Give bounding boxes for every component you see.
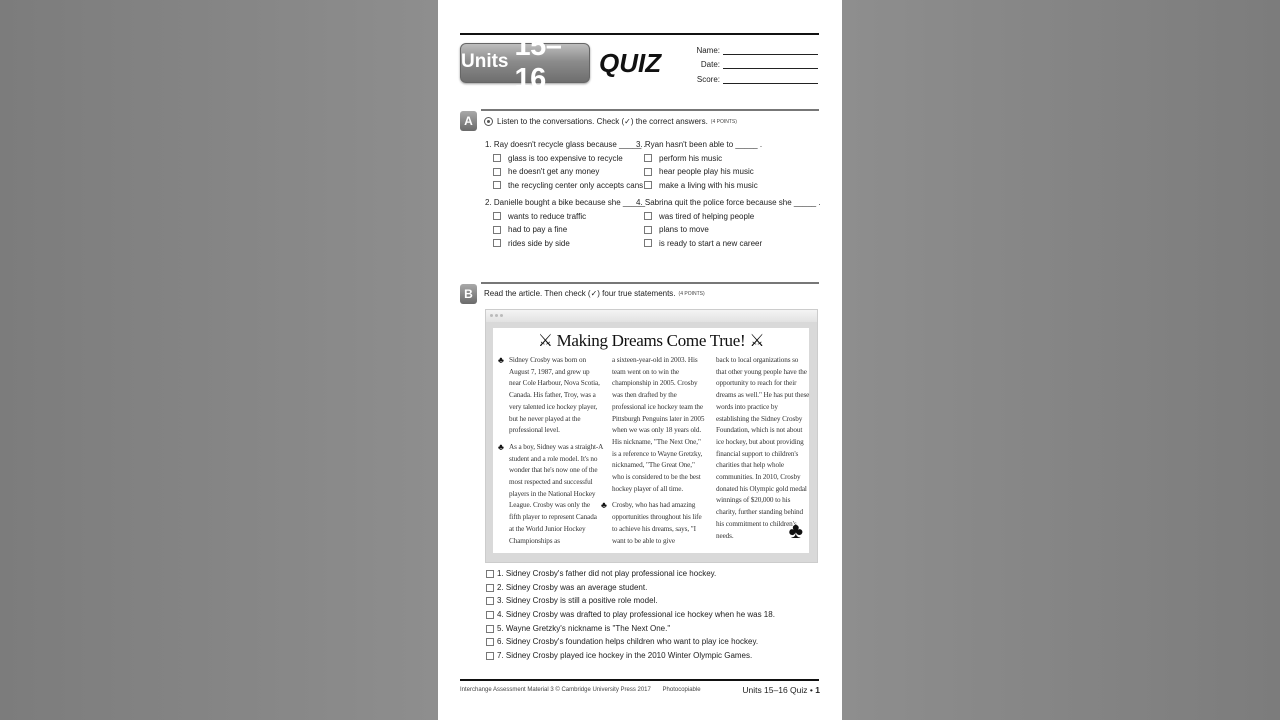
answer-option[interactable]: glass is too expensive to recycle bbox=[485, 152, 646, 166]
article-column-1: ♣ Sidney Crosby was born on August 7, 1987, and grew up near Cole Harbour, Nova Scotia, Canada. His father, Troy, was a very talented ice hockey player, but he never played at the professional level. ♣ As a boy, Sidney was a straight-A student and a role model. It's no wonder that he's now one of the most respected and successful players in the National Hockey League. Crosby was only the fifth player to represent Canada at the World Junior Hockey Championships as bbox=[498, 355, 603, 545]
maple-leaf-icon: ♣ bbox=[498, 355, 504, 365]
answer-option[interactable]: the recycling center only accepts cans bbox=[485, 179, 646, 193]
article-column-2: a sixteen-year-old in 2003. His team went on to win the championship in 2005. Crosby was then drafted by the professional ice hockey team the Pittsburgh Penguins later in 2005 when we was only 18 years old. His nickname, "The Next One," is a reference to Wayne Gretzky, nicknamed, "The Great One," who is considered to be the best hockey player of all time. ♣ Crosby, who has had amazing opportunities throughout his life to achieve his dreams, says, "I want to be able to give bbox=[601, 356, 705, 545]
statement-item[interactable]: 7. Sidney Crosby played ice hockey in the 2010 Winter Olympic Games. bbox=[486, 649, 775, 663]
statement-item[interactable]: 6. Sidney Crosby's foundation helps children who want to play ice hockey. bbox=[486, 635, 775, 649]
checkbox[interactable] bbox=[644, 181, 652, 189]
audio-icon[interactable] bbox=[484, 117, 493, 126]
student-info bbox=[688, 40, 818, 84]
article-title: ⚔ Making Dreams Come True! ⚔ bbox=[537, 331, 765, 350]
section-a-instruction-text: Listen to the conversations. Check (✓) the correct answers. bbox=[497, 117, 708, 126]
date-field[interactable] bbox=[723, 59, 818, 69]
statement-item[interactable]: 5. Wayne Gretzky's nickname is "The Next One." bbox=[486, 622, 775, 636]
quiz-page bbox=[438, 0, 842, 720]
section-a-badge: A bbox=[460, 111, 477, 131]
checkbox[interactable] bbox=[486, 638, 494, 646]
checkbox[interactable] bbox=[486, 570, 494, 578]
statement-item[interactable]: 1. Sidney Crosby's father did not play professional ice hockey. bbox=[486, 567, 775, 581]
units-numbers: 15–16 bbox=[514, 30, 562, 95]
answer-option[interactable]: rides side by side bbox=[485, 237, 650, 251]
answer-option[interactable]: he doesn't get any money bbox=[485, 165, 646, 179]
checkbox[interactable] bbox=[493, 154, 501, 162]
background-left bbox=[0, 0, 438, 720]
hockey-sticks-icon: ⚔ bbox=[749, 331, 765, 350]
checkbox[interactable] bbox=[493, 239, 501, 247]
date-row bbox=[688, 55, 818, 70]
background-right bbox=[842, 0, 1280, 720]
answer-option[interactable]: hear people play his music bbox=[636, 165, 762, 179]
maple-leaf-icon: ♣ bbox=[498, 441, 504, 452]
article-window-bar bbox=[486, 310, 817, 322]
answer-option[interactable]: perform his music bbox=[636, 152, 762, 166]
answer-option[interactable]: wants to reduce traffic bbox=[485, 210, 650, 224]
statement-item[interactable]: 2. Sidney Crosby was an average student. bbox=[486, 581, 775, 595]
maple-leaf-icon: ♣ bbox=[788, 518, 803, 543]
answer-option[interactable]: is ready to start a new career bbox=[636, 237, 821, 251]
section-a-rule bbox=[481, 109, 819, 111]
section-a-instruction bbox=[484, 117, 737, 126]
article bbox=[493, 328, 809, 553]
section-b-badge: B bbox=[460, 284, 477, 304]
page-number: 1 bbox=[815, 685, 820, 695]
answer-option[interactable]: had to pay a fine bbox=[485, 223, 650, 237]
maple-leaf-icon: ♣ bbox=[601, 500, 607, 511]
units-word: Units bbox=[461, 51, 509, 72]
checkbox[interactable] bbox=[486, 584, 494, 592]
photocopiable-label: Photocopiable bbox=[662, 687, 701, 693]
checkbox[interactable] bbox=[486, 625, 494, 633]
statement-list bbox=[486, 567, 775, 663]
answer-option[interactable]: make a living with his music bbox=[636, 179, 762, 193]
question-stem: 2. Danielle bought a bike because she _____ . bbox=[485, 198, 650, 207]
checkbox[interactable] bbox=[493, 226, 501, 234]
question-4 bbox=[636, 196, 821, 250]
checkbox[interactable] bbox=[644, 154, 652, 162]
question-stem: 4. Sabrina quit the police force because she _____ . bbox=[636, 198, 821, 207]
section-a-points: (4 POINTS) bbox=[710, 118, 737, 125]
date-label: Date: bbox=[700, 60, 720, 69]
article-column-3: back to local organizations so that other young people have the opportunity to reach for their dreams as well." He has put these words into practice by establishing the Sidney Crosby Foundation, which is not about ice hockey, but about providing financial support to children's charities that help whole communities. In 2010, Crosby donated his Olympic gold medal winnings of $20,000 to his charity, further standing behind his commitment to children's needs. bbox=[716, 356, 810, 540]
window-dots bbox=[490, 314, 503, 317]
score-label: Score: bbox=[696, 74, 720, 84]
answer-option[interactable]: plans to move bbox=[636, 223, 821, 237]
footer-page-label: Units 15–16 Quiz • 1 bbox=[742, 685, 820, 695]
checkbox[interactable] bbox=[644, 168, 652, 176]
answer-option[interactable]: was tired of helping people bbox=[636, 210, 821, 224]
section-b-instruction bbox=[484, 289, 705, 298]
score-field[interactable] bbox=[723, 74, 818, 84]
quiz-title: QUIZ bbox=[599, 48, 662, 78]
score-row bbox=[688, 69, 818, 84]
question-stem: 1. Ray doesn't recycle glass because _____ . bbox=[485, 140, 646, 149]
checkbox[interactable] bbox=[644, 226, 652, 234]
section-b-points: (4 POINTS) bbox=[678, 290, 705, 297]
checkbox[interactable] bbox=[486, 611, 494, 619]
checkbox[interactable] bbox=[493, 168, 501, 176]
article-window bbox=[485, 309, 818, 563]
checkbox[interactable] bbox=[644, 239, 652, 247]
statement-item[interactable]: 3. Sidney Crosby is still a positive role model. bbox=[486, 594, 775, 608]
question-3 bbox=[636, 138, 762, 192]
checkbox[interactable] bbox=[486, 652, 494, 660]
question-stem: 3. Ryan hasn't been able to _____ . bbox=[636, 140, 763, 149]
question-1 bbox=[485, 138, 646, 192]
statement-item[interactable]: 4. Sidney Crosby was drafted to play professional ice hockey when he was 18. bbox=[486, 608, 775, 622]
checkbox[interactable] bbox=[493, 212, 501, 220]
name-row bbox=[688, 40, 818, 55]
section-b-rule bbox=[481, 282, 819, 284]
footer-copyright: Interchange Assessment Material 3 © Cambridge University Press 2017 Photocopiable bbox=[460, 687, 701, 693]
checkbox[interactable] bbox=[486, 597, 494, 605]
question-2 bbox=[485, 196, 650, 250]
checkbox[interactable] bbox=[644, 212, 652, 220]
name-label: Name: bbox=[696, 45, 720, 55]
units-badge bbox=[460, 30, 590, 95]
section-b-instruction-text: Read the article. Then check (✓) four true statements. bbox=[484, 289, 676, 298]
hockey-sticks-icon: ⚔ bbox=[537, 331, 553, 350]
bottom-rule bbox=[460, 679, 819, 681]
name-field[interactable] bbox=[723, 45, 818, 55]
checkbox[interactable] bbox=[493, 181, 501, 189]
